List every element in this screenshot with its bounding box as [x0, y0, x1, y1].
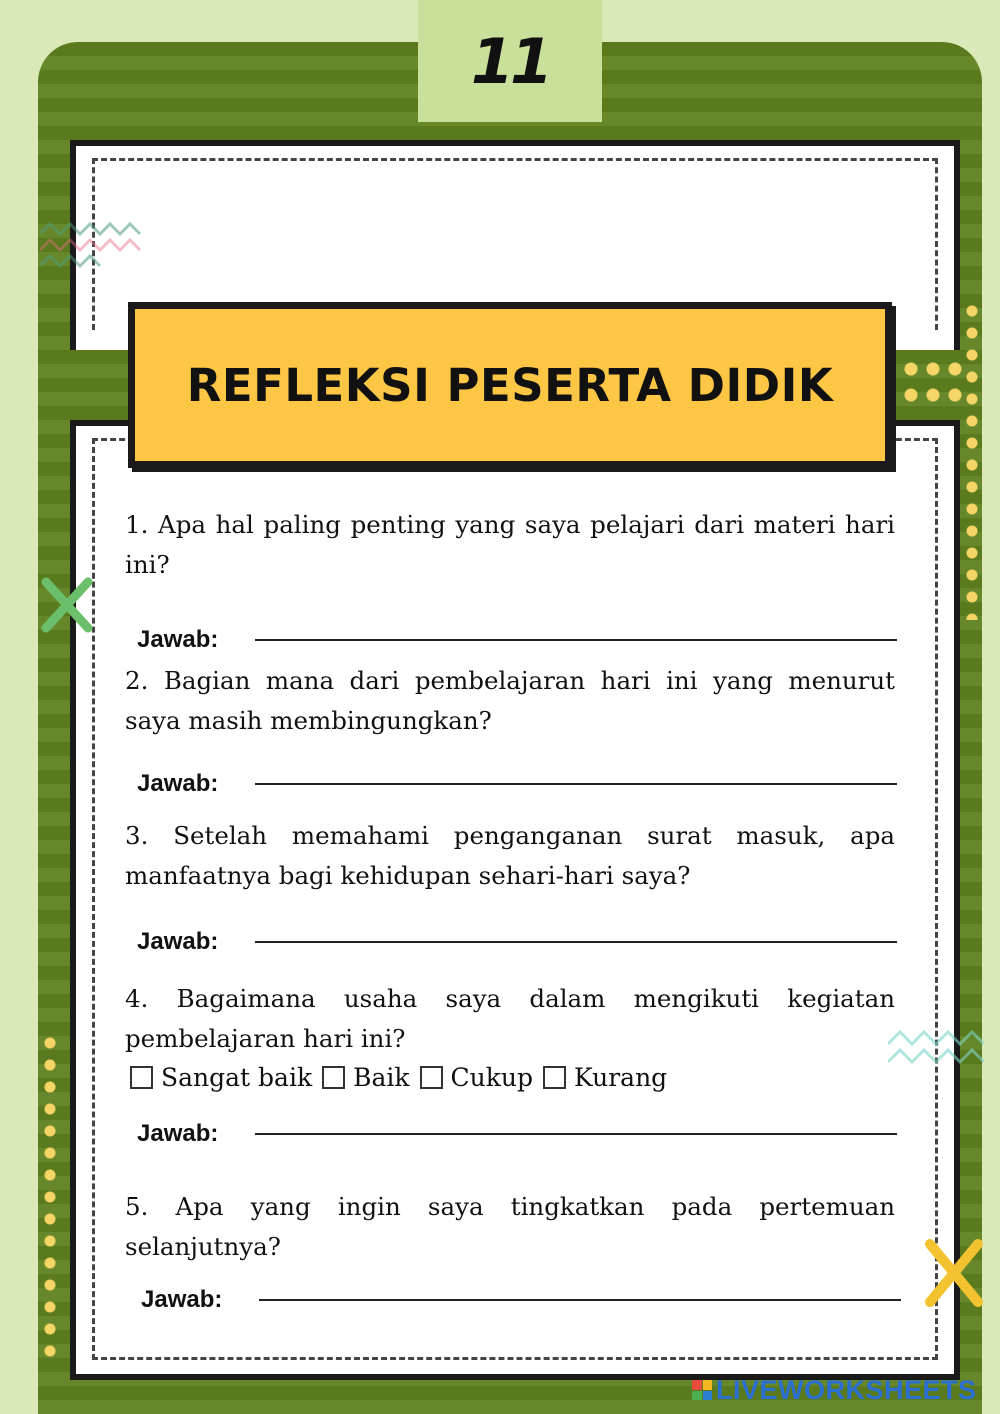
- answer-line-5[interactable]: [259, 1299, 901, 1301]
- answer-row-5: [141, 1286, 901, 1314]
- answer-row-2: [137, 770, 897, 798]
- checkbox-icon[interactable]: [130, 1066, 153, 1089]
- question-4: 4. Bagaimana usaha saya dalam mengikuti kegiatan pembelajaran hari ini?: [125, 984, 895, 1053]
- answer-line-4[interactable]: [255, 1133, 897, 1135]
- option-sangat-baik[interactable]: [130, 1063, 312, 1092]
- option-label: Sangat baik: [161, 1063, 313, 1092]
- answer-label: Jawab:: [141, 1286, 223, 1313]
- question-5: 5. Apa yang ingin saya tingkatkan pada pertemuan selanjutnya?: [125, 1192, 895, 1261]
- answer-line-3[interactable]: [255, 941, 897, 943]
- page-number: 11: [470, 24, 550, 98]
- cross-decoration-left-icon: [40, 574, 96, 636]
- liveworksheets-watermark[interactable]: [692, 1374, 977, 1406]
- decorative-dots-right: [962, 300, 982, 620]
- cross-decoration-right-icon: [922, 1232, 986, 1312]
- option-kurang[interactable]: [543, 1063, 667, 1092]
- answer-label: Jawab:: [137, 928, 219, 955]
- options-row: [130, 1063, 677, 1092]
- decorative-dots-left: [40, 1032, 60, 1362]
- title-banner: [128, 302, 892, 468]
- answer-row-3: [137, 928, 897, 956]
- checkbox-icon[interactable]: [322, 1066, 345, 1089]
- page-title: REFLEKSI PESERTA DIDIK: [186, 358, 834, 412]
- answer-label: Jawab:: [137, 1120, 219, 1147]
- option-label: Kurang: [574, 1063, 668, 1092]
- answer-line-1[interactable]: [255, 639, 897, 641]
- answer-row-1: [137, 626, 897, 654]
- answer-label: Jawab:: [137, 770, 219, 797]
- checkbox-icon[interactable]: [543, 1066, 566, 1089]
- option-label: Cukup: [450, 1063, 533, 1092]
- zigzag-decoration-right-icon: [888, 1030, 998, 1080]
- answer-label: Jawab:: [137, 626, 219, 653]
- zigzag-decoration-icon: [40, 222, 150, 270]
- answer-line-2[interactable]: [255, 783, 897, 785]
- liveworksheets-logo-icon: [692, 1380, 712, 1400]
- watermark-text: LIVEWORKSHEETS: [716, 1374, 977, 1405]
- decorative-dots-grid: [900, 356, 966, 408]
- answer-row-4: [137, 1120, 897, 1148]
- option-label: Baik: [353, 1063, 410, 1092]
- page-number-tab: [418, 0, 602, 122]
- option-baik[interactable]: [322, 1063, 409, 1092]
- question-2: 2. Bagian mana dari pembelajaran hari ini yang menurut saya masih membingungkan?: [125, 666, 895, 735]
- checkbox-icon[interactable]: [420, 1066, 443, 1089]
- question-3: 3. Setelah memahami penganganan surat masuk, apa manfaatnya bagi kehidupan sehari-hari saya?: [125, 821, 895, 890]
- question-1: 1. Apa hal paling penting yang saya pelajari dari materi hari ini?: [125, 510, 895, 579]
- option-cukup[interactable]: [420, 1063, 533, 1092]
